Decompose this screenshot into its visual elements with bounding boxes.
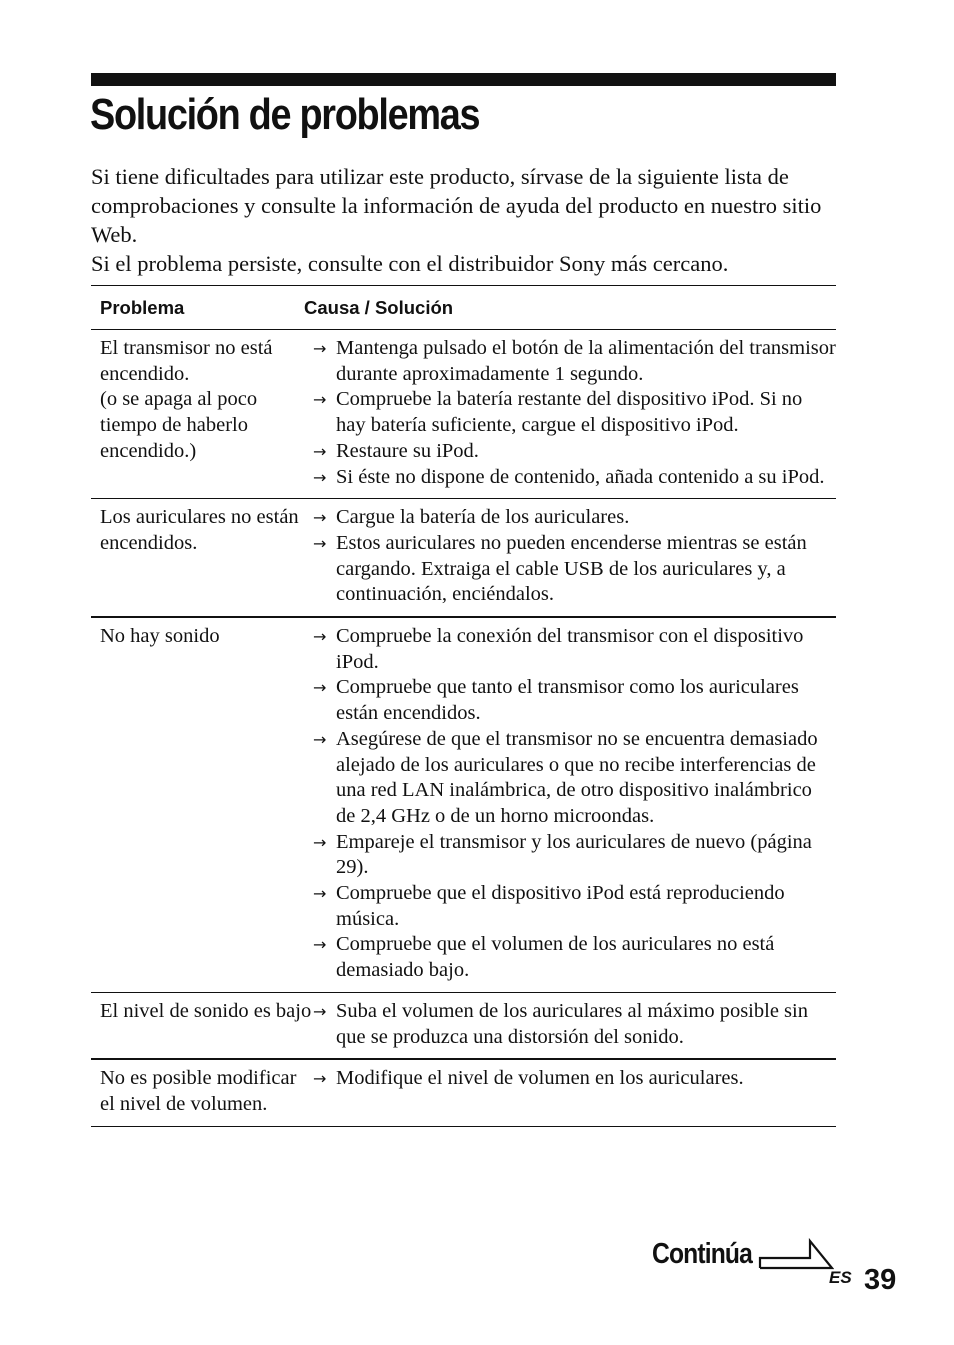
solution-item (313, 675, 836, 726)
solution-text: Mantenga pulsado el botón de la alimentación del transmisor durante aproximadamente 1 segundo. (336, 337, 836, 385)
solution-text: Compruebe que tanto el transmisor como los auriculares están encendidos. (336, 676, 799, 725)
solution-item (313, 727, 836, 830)
solution-item (313, 387, 836, 438)
problem-cell: No hay sonido (100, 625, 220, 648)
continue-label: Continúa (652, 1238, 753, 1270)
solution-item (313, 932, 836, 983)
solution-item (313, 531, 836, 608)
arrow-icon: → (313, 627, 327, 647)
table-row (91, 330, 836, 499)
solution-cell (313, 1066, 836, 1117)
solution-text: Compruebe la conexión del transmisor con el dispositivo iPod. (336, 625, 804, 673)
intro (91, 162, 841, 278)
solution-cell (313, 505, 836, 608)
language-code: ES (829, 1268, 852, 1287)
problem-cell: Los auriculares no están encendidos. (100, 506, 299, 554)
solution-text: Restaure su iPod. (336, 439, 479, 462)
header-solution: Causa / Solución (304, 296, 454, 318)
solution-item (313, 830, 836, 881)
arrow-icon: → (313, 1001, 327, 1021)
solution-text: Asegúrese de que el transmisor no se encuentra demasiado alejado de los auriculares o que no recibe interferencias de una red LAN inalámbrica, de otro dispositivo inalámbrico de 2,4 GHz o de un horno microondas. (336, 727, 818, 827)
table-row (91, 1060, 836, 1126)
solution-text: Compruebe que el dispositivo iPod está reproduciendo música. (336, 882, 785, 930)
arrow-icon: → (313, 678, 327, 698)
arrow-icon: → (313, 729, 327, 749)
solution-cell (313, 624, 836, 984)
table-row (91, 618, 836, 993)
solution-text: Modifique el nivel de volumen en los auriculares. (336, 1067, 744, 1090)
arrow-icon: → (313, 339, 327, 358)
arrow-icon: → (313, 832, 327, 852)
solution-text: Si éste no dispone de contenido, añada contenido a su iPod. (336, 465, 825, 488)
problem-cell: El nivel de sonido es bajo (100, 999, 312, 1022)
solution-item (313, 999, 836, 1050)
solution-text: Compruebe la batería restante del dispositivo iPod. Si no hay batería suficiente, cargue el dispositivo iPod. (336, 388, 803, 437)
solution-text: Estos auriculares no pueden encenderse mientras se están cargando. Extraiga el cable USB de los auriculares y, a continuación, enciéndalos. (336, 531, 807, 606)
intro-paragraph-1: Si tiene dificultades para utilizar este producto, sírvase de la siguiente lista de comprobaciones y consulte la información de ayuda del producto en nuestro sitio Web. (91, 164, 822, 247)
troubleshooting-table (91, 285, 836, 1127)
solution-text: Cargue la batería de los auriculares. (336, 506, 630, 529)
arrow-icon: → (313, 441, 327, 461)
arrow-icon: → (313, 467, 327, 487)
solution-item (313, 336, 836, 387)
solution-text: Empareje el transmisor y los auriculares de nuevo (página 29). (336, 830, 812, 879)
table-row (91, 499, 836, 618)
page-number: 39 (864, 1264, 897, 1296)
arrow-icon: → (313, 390, 327, 410)
arrow-icon: → (313, 533, 327, 553)
arrow-icon: → (313, 1069, 327, 1089)
solution-item (313, 465, 836, 491)
table-row (91, 993, 836, 1060)
solution-item (313, 1066, 836, 1092)
continue-arrow-icon (758, 1238, 834, 1270)
table-header (91, 286, 836, 330)
header-problem: Problema (100, 296, 185, 318)
problem-cell: No es posible modificar el nivel de volumen. (100, 1067, 297, 1115)
solution-cell (313, 336, 836, 490)
arrow-icon: → (313, 508, 327, 528)
arrow-icon: → (313, 884, 327, 904)
solution-cell (313, 999, 836, 1050)
solution-item (313, 624, 836, 675)
solution-item (313, 439, 836, 465)
problem-cell: El transmisor no está encendido. (o se apaga al poco tiempo de haberlo encendido.) (100, 337, 273, 462)
arrow-icon: → (313, 935, 327, 955)
intro-paragraph-2: Si el problema persiste, consulte con el distribuidor Sony más cercano. (91, 251, 729, 276)
page-title: Solución de problemas (90, 90, 480, 139)
solution-item (313, 881, 836, 932)
solution-text: Suba el volumen de los auriculares al máximo posible sin que se produzca una distorsión del sonido. (336, 999, 808, 1048)
solution-item (313, 505, 836, 531)
title-rule (91, 73, 836, 86)
solution-text: Compruebe que el volumen de los auriculares no está demasiado bajo. (336, 933, 775, 982)
